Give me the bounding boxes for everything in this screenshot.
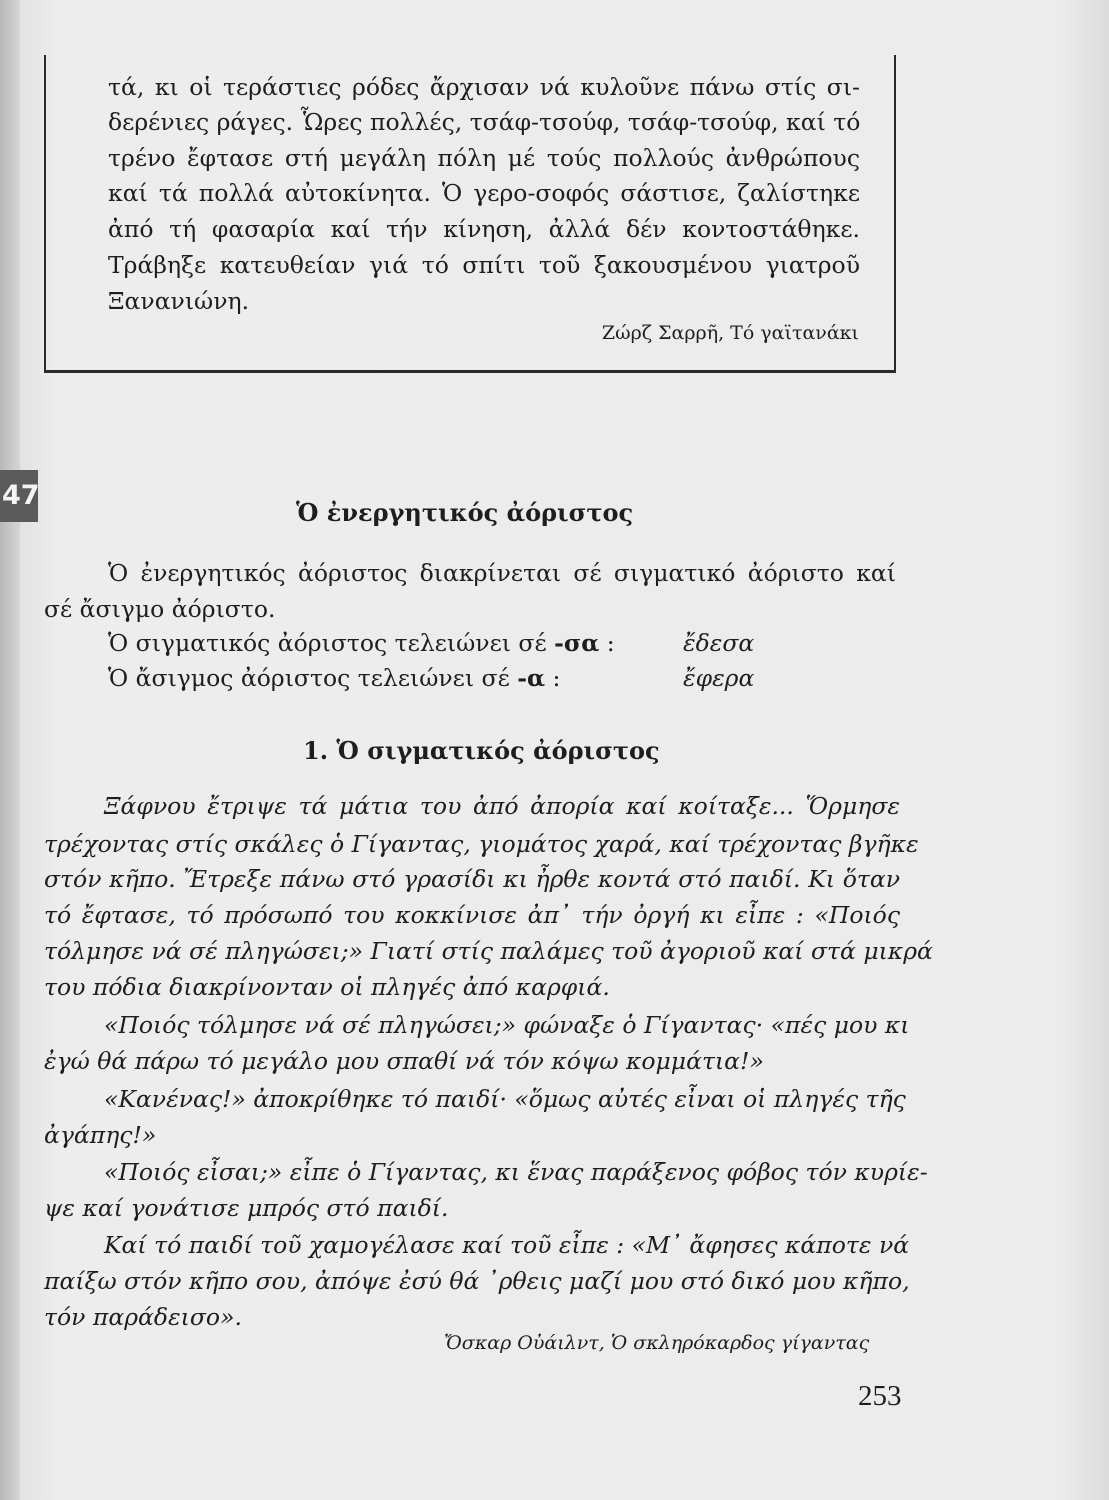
rule-ending: -σα <box>554 629 600 657</box>
rule-asigmatic <box>108 663 560 693</box>
passage-line: του πόδια διακρίνονταν οἱ πληγές ἀπό καρφιά. <box>44 973 610 1001</box>
passage-line: στόν κῆπο. Ἔτρεξε πάνω στό γρασίδι κι ἦρθε κοντά στό παιδί. Κι ὅταν <box>44 865 900 893</box>
passage-line: τρέχοντας στίς σκάλες ὁ Γίγαντας, γιομάτος χαρά, καί τρέχοντας βγῆκε <box>44 830 919 858</box>
rule-example: ἔδεσα <box>683 629 755 657</box>
rule-text: Ὁ σιγματικός ἀόριστος τελειώνει σέ <box>108 629 555 657</box>
rule-colon: : <box>599 629 615 657</box>
passage-line: «Ποιός τόλμησε νά σέ πληγώσει;» φώναξε ὁ Γίγαντας· «πές μου κι <box>104 1011 910 1039</box>
box-line: ἀπό τή φασαρία καί τήν κίνηση, ἀλλά δέν κοντοστάθηκε. <box>108 215 860 243</box>
rule-example: ἔφερα <box>683 664 755 692</box>
chapter-thumb-tab: 47 <box>0 470 38 522</box>
subsection-heading: 1. Ὁ σιγματικός ἀόριστος <box>303 736 660 765</box>
passage-line: Ξάφνου ἔτριψε τά μάτια του ἀπό ἀπορία καί κοίταξε... Ὅρμησε <box>104 792 900 820</box>
rule-text: Ὁ ἄσιγμος ἀόριστος τελειώνει σέ <box>108 664 518 692</box>
passage-line: «Ποιός εἶσαι;» εἶπε ὁ Γίγαντας, κι ἕνας παράξενος φόβος τόν κυρίε- <box>104 1158 928 1186</box>
passage-line: Καί τό παιδί τοῦ χαμογέλασε καί τοῦ εἶπε : «Μ᾿ ἄφησες κάποτε νά <box>104 1231 910 1259</box>
box-line: δερένιες ράγες. Ὧρες πολλές, τσάφ-τσούφ, τσάφ-τσούφ, καί τό <box>108 108 861 136</box>
passage-line: τό ἔφτασε, τό πρόσωπό του κοκκίνισε ἀπ᾿ τήν ὀργή κι εἶπε : «Ποιός <box>44 901 900 929</box>
rule-ending: -α <box>517 664 546 692</box>
passage-line: παίξω στόν κῆπο σου, ἀπόψε ἐσύ θά ᾿ρθεις μαζί μου στό δικό μου κῆπο, <box>44 1267 910 1295</box>
passage-line: τόν παράδεισο». <box>44 1303 242 1331</box>
passage-line: τόλμησε νά σέ πληγώσει;» Γιατί στίς παλάμες τοῦ ἀγοριοῦ καί στά μικρά <box>44 937 933 965</box>
passage-line: «Κανένας!» ἀποκρίθηκε τό παιδί· «ὅμως αὐτές εἶναι οἱ πληγές τῆς <box>104 1085 906 1113</box>
rule-sigmatic <box>108 628 615 658</box>
section-heading: Ὁ ἐνεργητικός ἀόριστος <box>296 498 634 527</box>
box-attribution: Ζώρζ Σαρρῆ, Τό γαϊτανάκι <box>601 322 859 344</box>
page-number: 253 <box>858 1380 902 1412</box>
rule-colon: : <box>545 664 561 692</box>
box-line: τρένο ἔφτασε στή μεγάλη πόλη μέ τούς πολλούς ἀνθρώπους <box>108 144 860 172</box>
passage-attribution: Ὄσκαρ Οὐάιλντ, Ὁ σκληρόκαρδος γίγαντας <box>444 1332 870 1354</box>
passage-line: ἐγώ θά πάρω τό μεγάλο μου σπαθί νά τόν κόψω κομμάτια!» <box>44 1047 764 1075</box>
intro-line: Ὁ ἐνεργητικός ἀόριστος διακρίνεται σέ σιγματικό ἀόριστο καί <box>108 559 896 587</box>
box-line: Τράβηξε κατευθείαν γιά τό σπίτι τοῦ ξακουσμένου γιατροῦ <box>108 251 860 279</box>
passage-line: ἀγάπης!» <box>44 1121 157 1149</box>
box-line: τά, κι οἱ τεράστιες ρόδες ἄρχισαν νά κυλοῦνε πάνω στίς σι- <box>108 73 860 101</box>
box-line: καί τά πολλά αὐτοκίνητα. Ὁ γερο-σοφός σάστισε, ζαλίστηκε <box>108 179 860 207</box>
passage-line: ψε καί γονάτισε μπρός στό παιδί. <box>44 1194 449 1222</box>
box-line: Ξανανιώνη. <box>108 287 250 315</box>
page-gutter-shadow <box>0 0 20 1500</box>
intro-line: σέ ἄσιγμο ἀόριστο. <box>44 595 276 623</box>
